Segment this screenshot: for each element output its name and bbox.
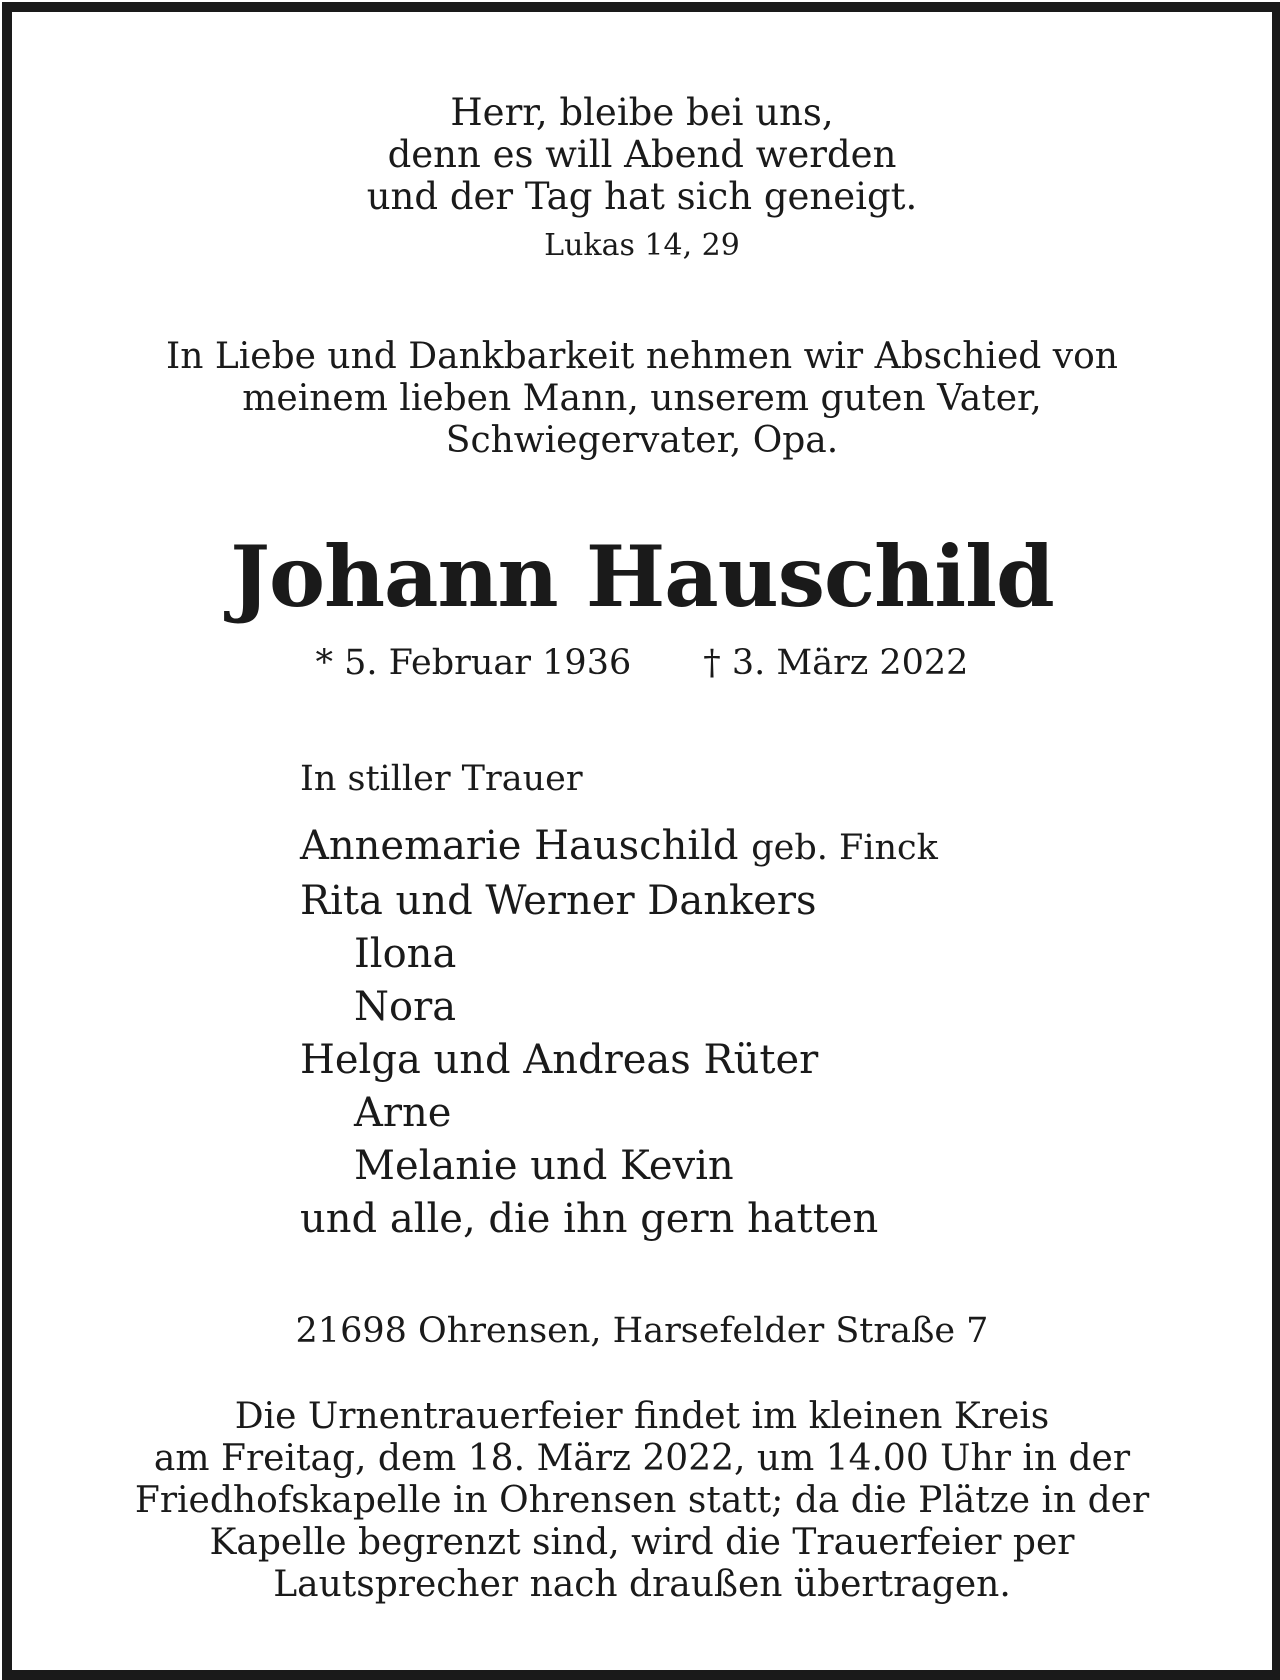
family-member-name: Annemarie Hauschild (300, 823, 739, 869)
family-member: Arne (354, 1090, 452, 1136)
family-member: und alle, die ihn gern hatten (300, 1196, 879, 1242)
intro-line: In Liebe und Dankbarkeit nehmen wir Abschied von (166, 336, 1118, 377)
notice-line: am Freitag, dem 18. März 2022, um 14.00 Uhr in der (153, 1438, 1131, 1479)
funeral-notice (12, 1396, 1272, 1606)
maiden-name: geb. Finck (751, 828, 938, 868)
deceased-name: Johann Hauschild (230, 527, 1054, 626)
family-member: Melanie und Kevin (354, 1143, 734, 1189)
family-member: Helga und Andreas Rüter (300, 1037, 819, 1083)
family-member: Nora (354, 984, 457, 1030)
farewell-intro (12, 336, 1272, 462)
family-member (300, 820, 938, 875)
mourners-heading: In stiller Trauer (300, 759, 583, 799)
family-member: Rita und Werner Dankers (300, 878, 817, 924)
family-list (300, 820, 938, 1246)
life-dates (12, 642, 1272, 684)
notice-line: Kapelle begrenzt sind, wird die Trauerfeier per (209, 1522, 1075, 1563)
notice-line: Lautsprecher nach draußen übertragen. (273, 1564, 1011, 1605)
intro-line: Schwiegervater, Opa. (445, 420, 839, 461)
family-member: Ilona (354, 931, 457, 977)
notice-line: Friedhofskapelle in Ohrensen statt; da die Plätze in der (134, 1480, 1150, 1521)
verse-line: und der Tag hat sich geneigt. (366, 175, 918, 218)
intro-line: meinem lieben Mann, unserem guten Vater, (242, 378, 1042, 419)
bible-verse (12, 92, 1272, 218)
notice-line: Die Urnentrauerfeier findet im kleinen Kreis (234, 1396, 1050, 1437)
address: 21698 Ohrensen, Harsefelder Straße 7 (295, 1311, 989, 1351)
obituary-frame (2, 2, 1280, 1680)
verse-reference: Lukas 14, 29 (544, 228, 740, 263)
death-date: † 3. März 2022 (703, 643, 969, 683)
birth-date: * 5. Februar 1936 (315, 643, 632, 683)
verse-line: denn es will Abend werden (387, 133, 897, 176)
verse-line: Herr, bleibe bei uns, (450, 91, 834, 134)
